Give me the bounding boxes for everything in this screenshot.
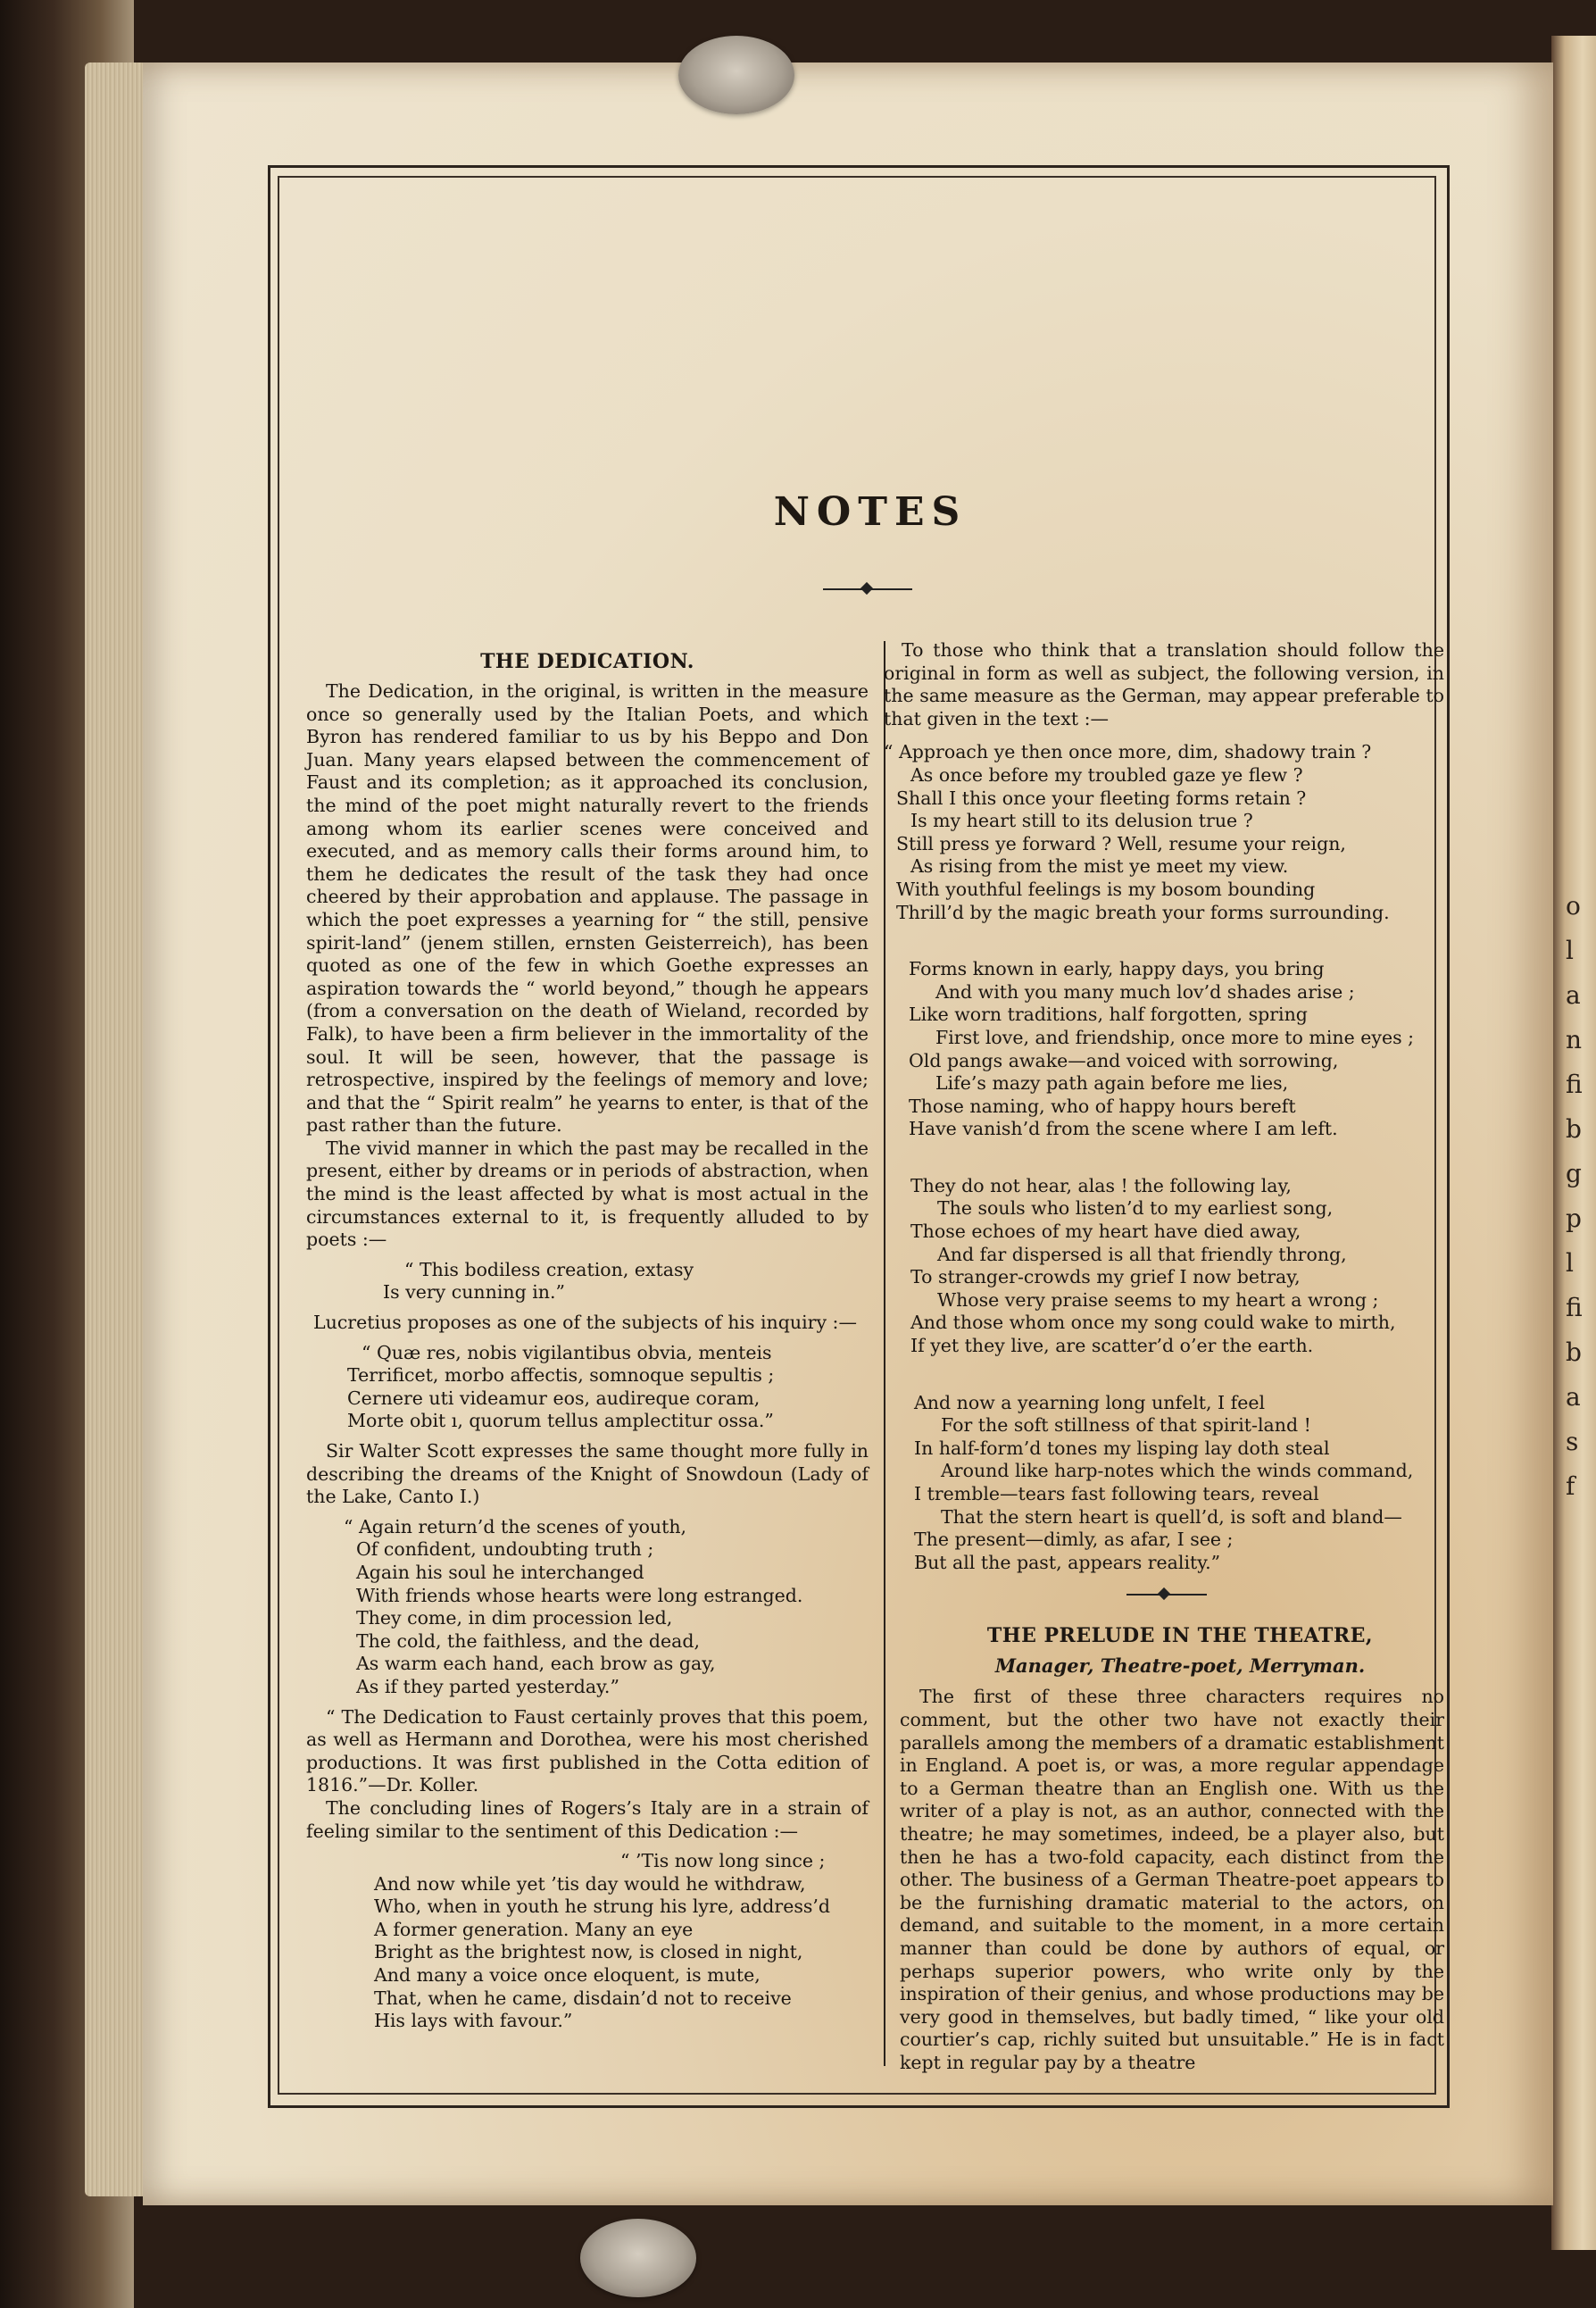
verse-line: That, when he came, disdain’d not to receive — [374, 1987, 792, 2009]
stanza-3 — [884, 1175, 1444, 1358]
facing-page-glyph: a — [1566, 1382, 1581, 1412]
verse-line: I tremble—tears fast following tears, reveal — [914, 1483, 1319, 1504]
verse-line: “ Approach ye then once more, dim, shadowy train ? — [884, 741, 1372, 763]
verse-line: In half-form’d tones my lisping lay doth steal — [914, 1437, 1330, 1459]
verse-line: Whose very praise seems to my heart a wrong ; — [937, 1288, 1379, 1311]
facing-page-glyph: fi — [1566, 1293, 1583, 1322]
facing-page-glyph: a — [1566, 980, 1581, 1010]
verse-line: Those naming, who of happy hours bereft — [909, 1095, 1296, 1117]
verse-line: That the stern heart is quell’d, is soft and bland— — [941, 1505, 1402, 1528]
title-ornament — [823, 580, 912, 598]
dedication-paragraph-4: Sir Walter Scott expresses the same thought more fully in describing the dreams of the Knight of Snowdoun (Lady of the Lake, Canto I.) — [306, 1440, 869, 1508]
verse-line: And now while yet ’tis day would he withdraw, — [374, 1872, 806, 1895]
verse-line: Cernere uti videamur eos, audireque coram, — [347, 1387, 761, 1409]
verse-line: And now a yearning long unfelt, I feel — [914, 1391, 1266, 1413]
verse-line: Who, when in youth he strung his lyre, address’d — [374, 1896, 831, 1918]
stanza-4 — [884, 1392, 1444, 1575]
dedication-paragraph-2: The vivid manner in which the past may be recalled in the present, either by dreams or in periods of abstraction, when the mind is the least affected by what is most actual in the circumstances external to it, is frequently alluded to by poets :— — [306, 1137, 869, 1251]
verse-line: Morte obit ı, quorum tellus amplectitur ossa.” — [347, 1410, 774, 1432]
verse-line: Those echoes of my heart have died away, — [910, 1221, 1301, 1243]
dedication-paragraph-6: The concluding lines of Rogers’s Italy are in a strain of feeling similar to the sentiment of this Dedication :— — [306, 1796, 869, 1842]
verse-line: “ Again return’d the scenes of youth, — [344, 1515, 687, 1537]
verse-line: Is very cunning in.” — [383, 1281, 565, 1304]
quote-rogers — [306, 1850, 869, 2033]
dedication-paragraph-3: Lucretius proposes as one of the subjects of his inquiry :— — [313, 1312, 857, 1334]
verse-line: And with you many much lov’d shades arise ; — [935, 980, 1355, 1003]
verse-line: The cold, the faithless, and the dead, — [356, 1629, 700, 1652]
facing-page-glyph: l — [1566, 1248, 1574, 1278]
facing-page-glyph: l — [1566, 936, 1574, 965]
dedication-paragraph-5: “ The Dedication to Faust certainly proves that this poem, as well as Hermann and Dorothea, were his most cherished productions. It was first published in the Cotta edition of 1816.”—Dr. Koller. — [306, 1705, 869, 1796]
verse-line: Life’s mazy path again before me lies, — [935, 1072, 1289, 1095]
facing-page-glyph: n — [1566, 1025, 1583, 1054]
verse-line: Still press ye forward ? Well, resume your reign, — [896, 832, 1346, 854]
verse-line: As rising from the mist ye meet my view. — [910, 855, 1289, 878]
page-clip-top — [678, 36, 794, 114]
prelude-paragraph: The first of these three characters requires no comment, but the other two have not exactly their parallels among the members of a dramatic establishment in England. A poet is, or was, a more regular appendage to a German theatre than an English one. With us the writer of a play is not, as an author, connected with the theatre; he may sometimes, indeed, be a player also, but then he has a two-fold capacity, each distinct from the other. The business of a German Theatre-poet appears to be the furnishing dramatic material to the actors, on demand, and suitable to the moment, in a more certain manner than could be done by authors of equal, or perhaps superior powers, who write only by the inspiration of their genius, and whose productions may be very good in themselves, but badly timed, “ like your old courtier’s cap, richly suited but unsuitable.” He is in fact kept in regular pay by a theatre — [900, 1686, 1444, 2073]
facing-page-glyph: g — [1566, 1159, 1582, 1188]
facing-page-glyph: fi — [1566, 1070, 1583, 1099]
verse-line: Have vanish’d from the scene where I am left. — [909, 1118, 1338, 1140]
verse-line: “ ’Tis now long since ; — [620, 1850, 826, 1872]
verse-line: Old pangs awake—and voiced with sorrowing, — [909, 1049, 1339, 1071]
facing-page-glyph: p — [1566, 1204, 1582, 1233]
facing-page-glyph: o — [1566, 891, 1581, 921]
verse-line: As once before my troubled gaze ye flew ? — [910, 763, 1303, 786]
verse-line: A former generation. Many an eye — [374, 1918, 694, 1940]
page-title: NOTES — [773, 489, 968, 535]
verse-line: Shall I this once your fleeting forms retain ? — [896, 787, 1307, 809]
facing-page-glyph: b — [1566, 1114, 1582, 1144]
section-ornament — [884, 1585, 1444, 1604]
verse-line: Forms known in early, happy days, you bring — [909, 958, 1325, 980]
verse-line: And far dispersed is all that friendly throng, — [937, 1243, 1347, 1265]
verse-line: For the soft stillness of that spirit-land ! — [941, 1414, 1311, 1437]
verse-line: The souls who listen’d to my earliest song, — [937, 1197, 1334, 1220]
prelude-heading: THE PRELUDE IN THE THEATRE, — [986, 1624, 1374, 1648]
verse-line: Around like harp-notes which the winds command, — [941, 1460, 1414, 1482]
verse-line: If yet they live, are scatter’d o’er the earth. — [910, 1335, 1314, 1357]
verse-line: Of confident, undoubting truth ; — [356, 1538, 654, 1561]
stanza-2 — [884, 958, 1444, 1141]
verse-line: But all the past, appears reality.” — [914, 1551, 1221, 1573]
stanza-1 — [884, 741, 1444, 924]
facing-page-glyph: b — [1566, 1337, 1582, 1367]
right-column — [884, 639, 1444, 2074]
verse-line: His lays with favour.” — [374, 2010, 573, 2032]
quote-scott — [306, 1516, 869, 1699]
facing-page-edge — [1551, 36, 1596, 2250]
facing-page-glyph: s — [1566, 1427, 1579, 1456]
verse-line: First love, and friendship, once more to mine eyes ; — [935, 1026, 1415, 1048]
verse-line: As warm each hand, each brow as gay, — [356, 1653, 716, 1675]
dedication-heading: THE DEDICATION. — [480, 650, 694, 673]
verse-line: Terrificet, morbo affectis, somnoque sepultis ; — [347, 1364, 775, 1387]
verse-line: They do not hear, alas ! the following lay, — [910, 1174, 1292, 1196]
verse-line: And those whom once my song could wake to mirth, — [910, 1312, 1396, 1334]
verse-line: Thrill’d by the magic breath your forms surrounding. — [896, 901, 1390, 923]
verse-line: Like worn traditions, half forgotten, spring — [909, 1004, 1308, 1026]
prelude-characters: Manager, Theatre-poet, Merryman. — [994, 1654, 1366, 1678]
version-intro-paragraph: To those who think that a translation should follow the original in form as well as subject, the following version, in the same measure as the German, may appear preferable to that given in the text :— — [884, 639, 1444, 729]
page-clip-bottom — [580, 2219, 696, 2297]
verse-line: They come, in dim procession led, — [356, 1607, 673, 1629]
dedication-paragraph-1: The Dedication, in the original, is written in the measure once so generally used by the Italian Poets, and which Byron has rendered familiar to us by his Beppo and Don Juan. Many years elapsed between the commencement of Faust and its completion; as it approached its conclusion, the mind of the poet might naturally revert to the friends among whom its earlier scenes were conceived and executed, and as memory calls their forms around him, to them he dedicates the result of the task they had once cheered by their approbation and applause. The passage in which the poet expresses a yearning for “ the still, pensive spirit-land” (jenem stillen, ernsten Geisterreich), has been quoted as one of the few in which Goethe expresses an aspiration towards the “ world beyond,” though he appears (from a conversation on the death of Wieland, recorded by Falk), to have been a firm believer in the immortality of the soul. It will be seen, however, that the passage is retrospective, inspired by the feelings of memory and love; and that the “ Spirit realm” he yearns to enter, is that of the past rather than the future. — [306, 680, 869, 1137]
quote-lucretius — [306, 1342, 869, 1433]
verse-line: As if they parted yesterday.” — [356, 1675, 619, 1697]
verse-line: “ Quæ res, nobis vigilantibus obvia, menteis — [362, 1341, 772, 1363]
page-edges — [85, 62, 147, 2196]
verse-line: Bright as the brightest now, is closed in night, — [374, 1941, 803, 1963]
verse-line: To stranger-crowds my grief I now betray, — [910, 1266, 1301, 1288]
facing-page-glyphs — [1566, 884, 1592, 1509]
verse-line: With youthful feelings is my bosom bounding — [896, 878, 1316, 900]
verse-line: “ This bodiless creation, extasy — [404, 1258, 694, 1280]
verse-line: With friends whose hearts were long estranged. — [356, 1584, 803, 1606]
verse-line: Is my heart still to its delusion true ? — [910, 810, 1253, 832]
verse-line: Again his soul he interchanged — [356, 1561, 644, 1583]
left-column — [306, 650, 869, 2040]
verse-line: And many a voice once eloquent, is mute, — [374, 1964, 761, 1987]
facing-page-glyph: f — [1566, 1471, 1575, 1501]
verse-line: The present—dimly, as afar, I see ; — [914, 1529, 1234, 1551]
quote-shakespeare — [306, 1259, 869, 1304]
